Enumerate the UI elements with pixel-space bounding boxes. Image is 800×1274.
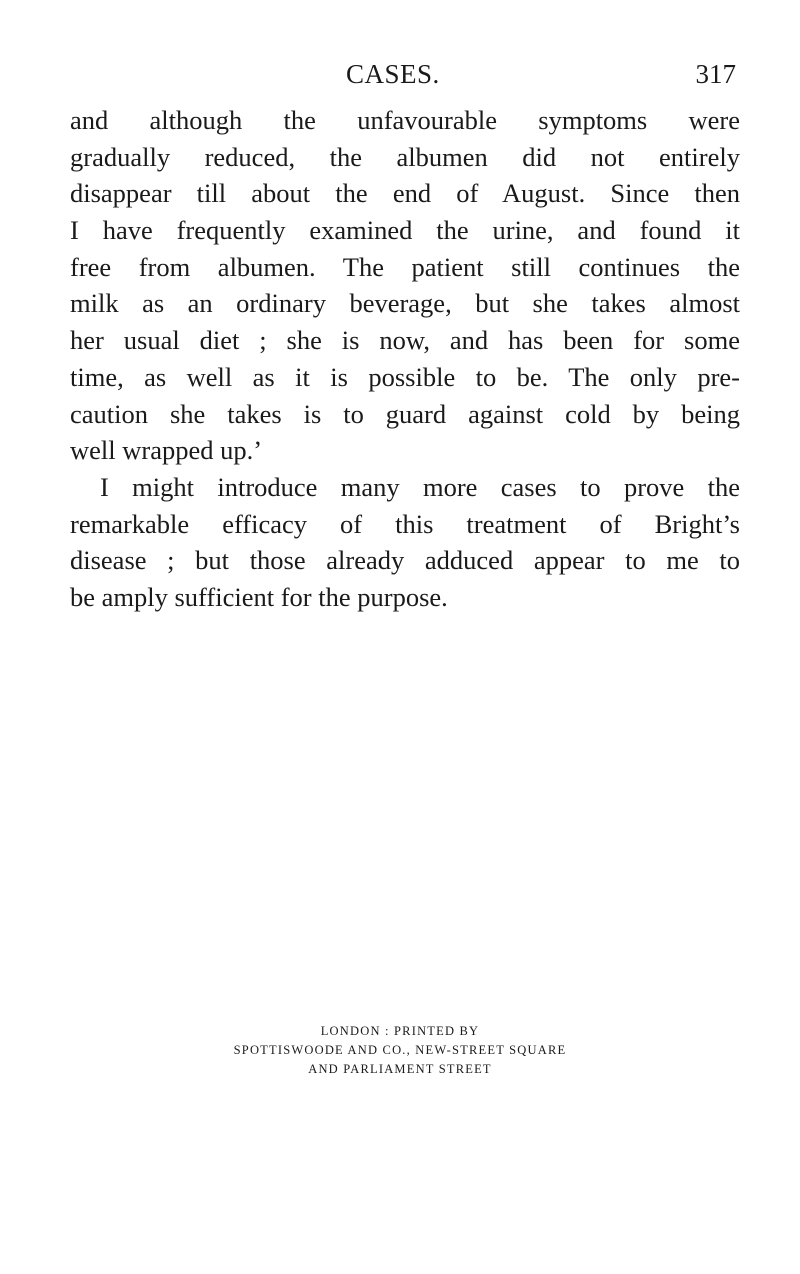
body-text bbox=[70, 102, 740, 616]
text-line: gradually reduced, the albumen did not entirely bbox=[70, 141, 740, 172]
running-head: CASES. bbox=[346, 59, 440, 89]
imprint-line: SPOTTISWOODE AND CO., NEW-STREET SQUARE bbox=[233, 1043, 567, 1057]
text-line: disappear till about the end of August. Since then bbox=[70, 178, 740, 209]
text-line: her usual diet ; she is now, and has been for some bbox=[70, 325, 740, 356]
page-header bbox=[70, 58, 736, 94]
text-line: and although the unfavourable symptoms were bbox=[70, 105, 740, 135]
text-line: caution she takes is to guard against cold by being bbox=[70, 398, 740, 429]
text-line: time, as well as it is possible to be. The only pre- bbox=[70, 361, 740, 392]
imprint-line: AND PARLIAMENT STREET bbox=[308, 1062, 492, 1076]
text-line: milk as an ordinary beverage, but she takes almost bbox=[70, 288, 740, 319]
text-line: disease ; but those already adduced appear to me to bbox=[70, 545, 740, 576]
text-line: I might introduce many more cases to prove the bbox=[100, 471, 740, 502]
text-line: I have frequently examined the urine, and found it bbox=[70, 215, 740, 246]
printer-imprint bbox=[0, 1022, 800, 1079]
text-line: remarkable efficacy of this treatment of Bright’s bbox=[70, 508, 740, 539]
text-line: be amply sufficient for the purpose. bbox=[70, 581, 448, 612]
text-line: free from albumen. The patient still continues the bbox=[70, 251, 740, 282]
imprint-line: LONDON : PRINTED BY bbox=[320, 1024, 480, 1038]
page-number: 317 bbox=[695, 59, 736, 89]
text-line: well wrapped up.’ bbox=[70, 435, 263, 466]
